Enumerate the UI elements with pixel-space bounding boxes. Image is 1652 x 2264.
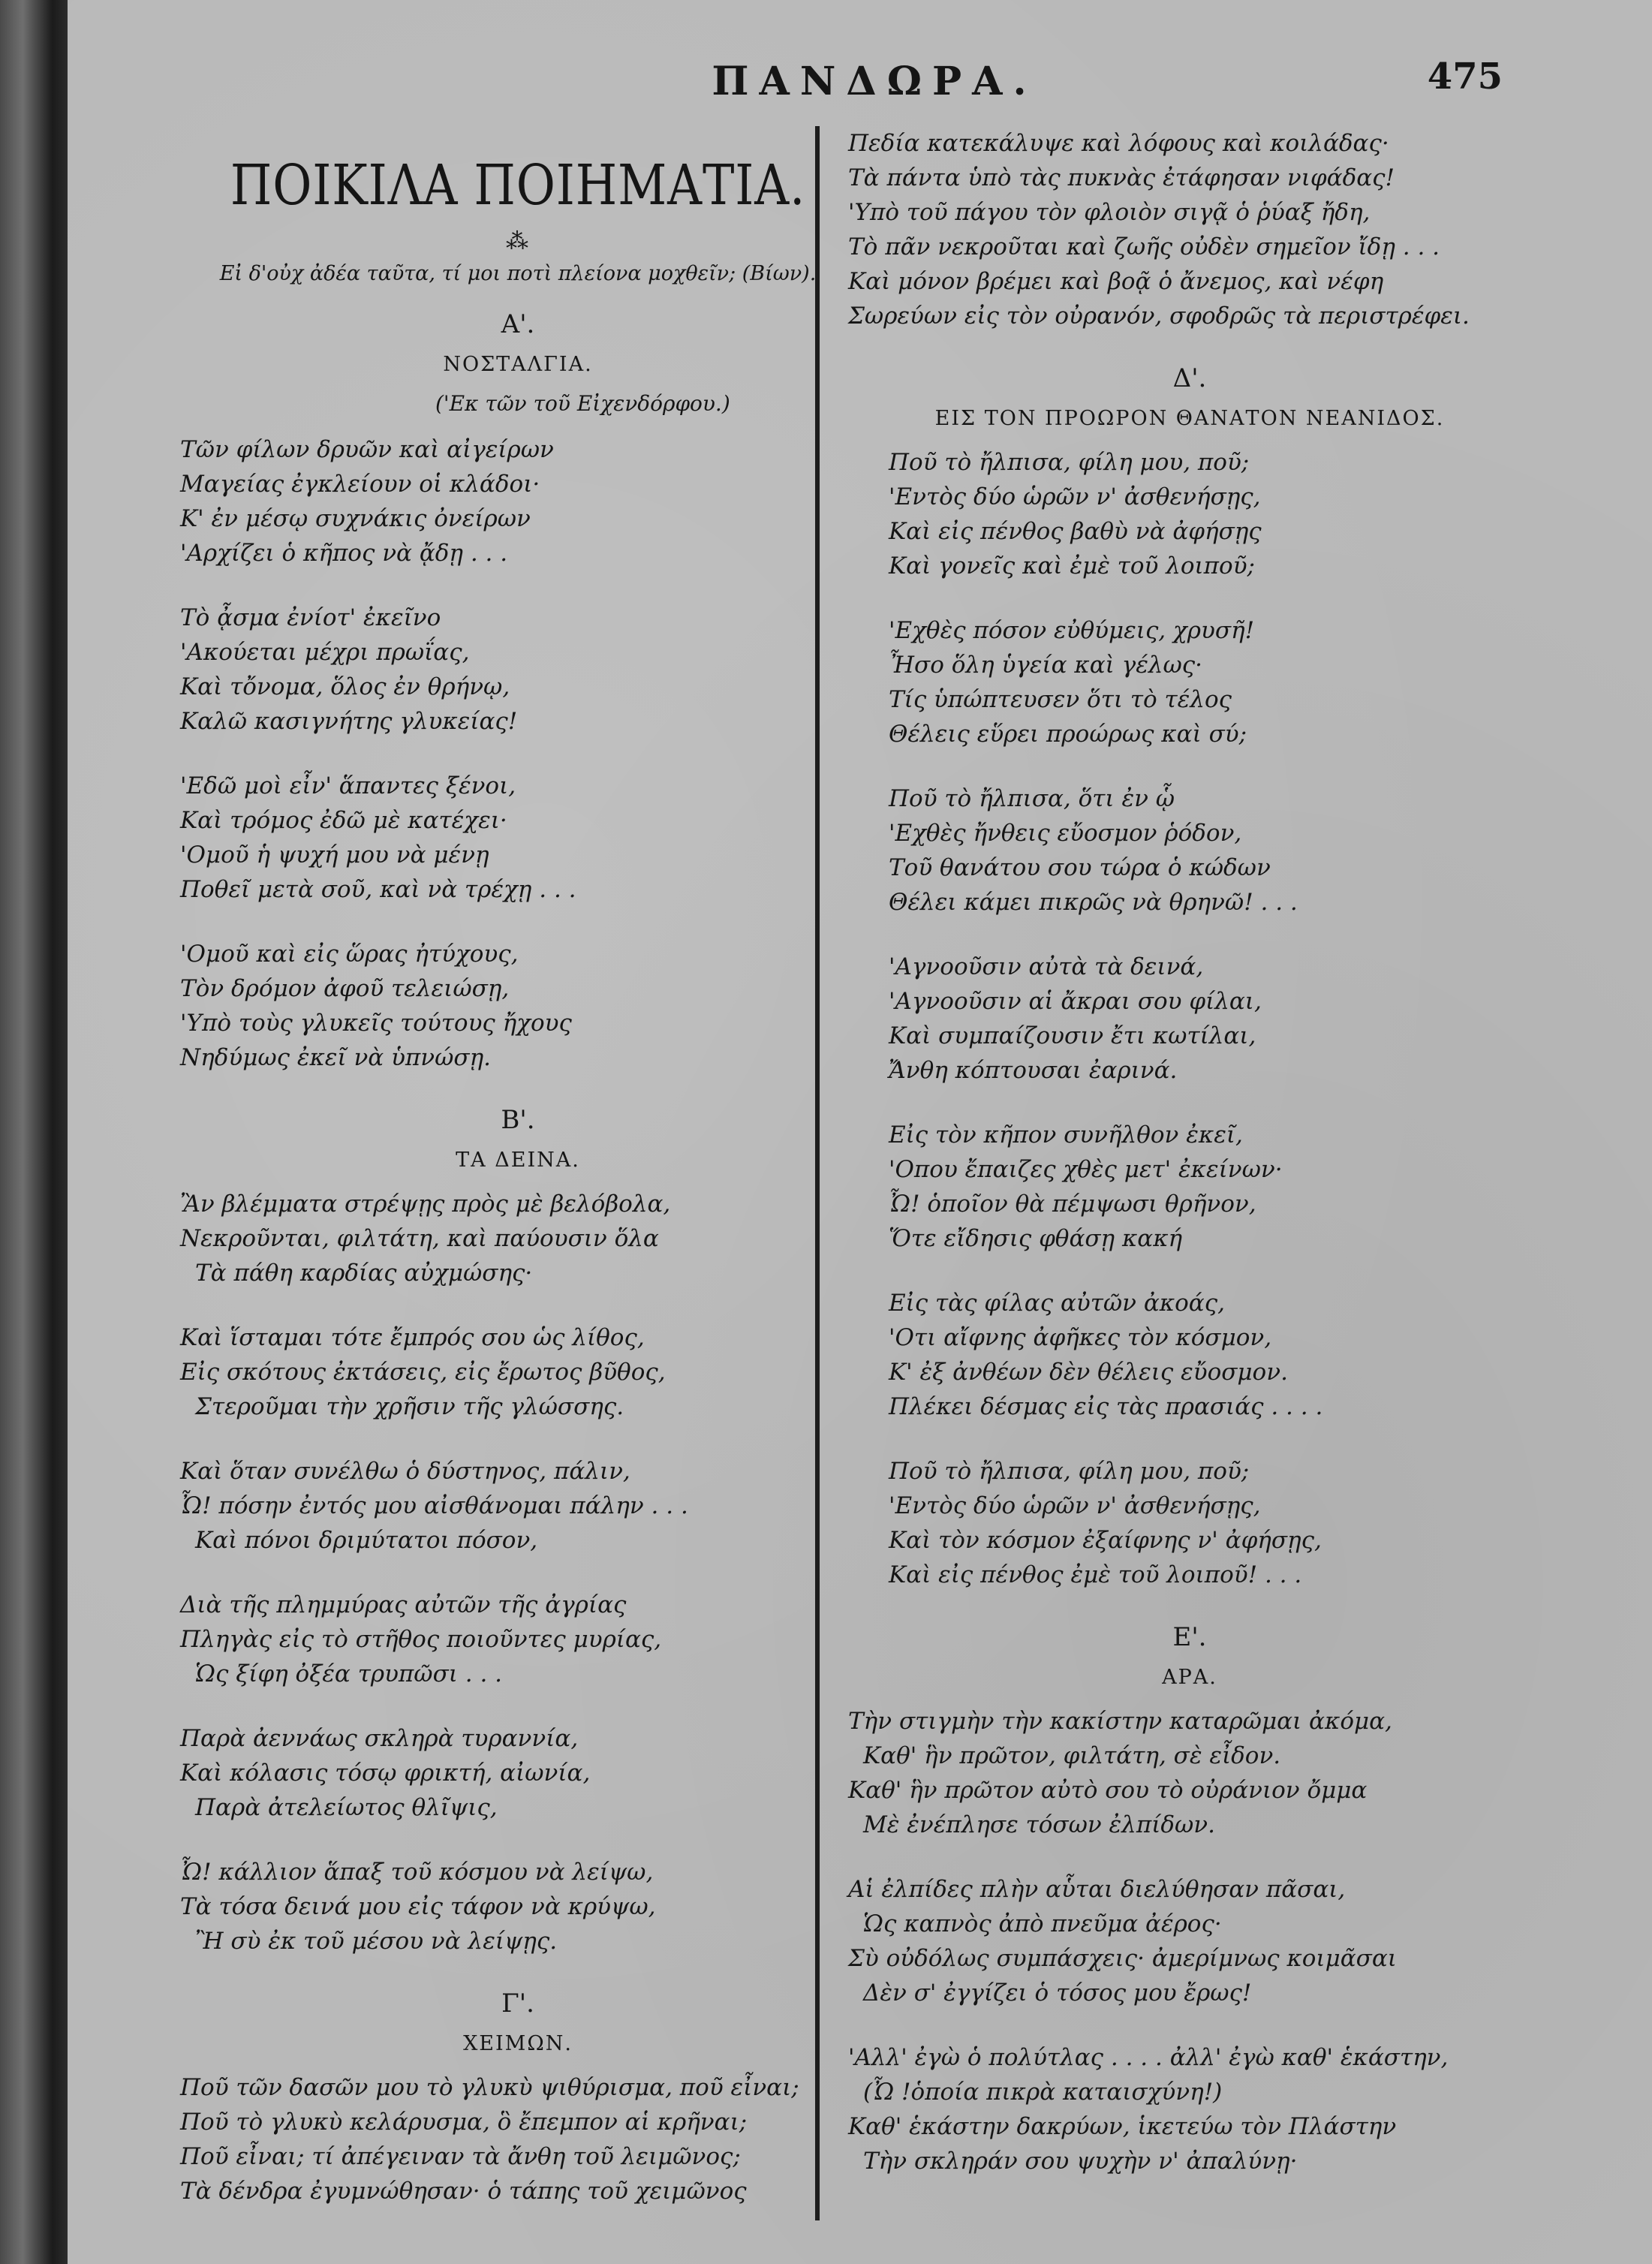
verse-line: Τοῦ θανάτου σου τώρα ὁ κώδων: [889, 854, 1271, 881]
verse-line: 'Οτι αἴφνης ἀφῆκες τὸν κόσμον,: [889, 1324, 1272, 1351]
stanza: [848, 1872, 1531, 2010]
stanza: [180, 769, 856, 907]
poem-numeral: Ε'.: [1172, 1622, 1207, 1652]
epigraph: Εἰ δ'οὐχ ἀδέα ταῦτα, τί μοι ποτὶ πλείονα μοχθεῖν; (Βίων).: [219, 262, 817, 285]
poem-numeral: Α'.: [501, 309, 535, 339]
verse-line: Παρὰ ἀεννάως σκληρὰ τυραννία,: [180, 1725, 579, 1752]
verse-line: Τὴν σκληράν σου ψυχὴν ν' ἀπαλύνῃ·: [863, 2148, 1298, 2175]
stanza: [848, 613, 1531, 751]
running-title: ΠΑΝΔΩΡΑ.: [712, 59, 1037, 104]
verse-line: Ποῦ εἶναι; τί ἀπέγειναν τὰ ἄνθη τοῦ λειμῶνος;: [180, 2143, 741, 2170]
stanza: [848, 1286, 1531, 1424]
left-column: [180, 120, 856, 2238]
article-title: ΠΟΙΚΙΛΑ ΠΟΙΗΜΑΤΙΑ.: [230, 153, 806, 218]
poem-e: [848, 1622, 1531, 2178]
verse-line: Κ' ἐξ ἀνθέων δὲν θέλεις εὔοσμον.: [889, 1359, 1288, 1386]
verse-line: 'Υπὸ τοὺς γλυκεῖς τούτους ἤχους: [180, 1010, 572, 1037]
poem-title: ΤΑ ΔΕΙΝΑ.: [456, 1149, 580, 1172]
verse-line: 'Αλλ' ἐγὼ ὁ πολύτλας . . . . ἀλλ' ἐγὼ καθ' ἑκάστην,: [848, 2044, 1449, 2071]
verse-line: Μὲ ἐνέπλησε τόσων ἐλπίδων.: [863, 1811, 1215, 1838]
verse-line: Κ' ἐν μέσῳ συχνάκις ὀνείρων: [180, 505, 531, 532]
verse-line: Ποθεῖ μετὰ σοῦ, καὶ νὰ τρέχῃ . . .: [180, 876, 576, 903]
verse-line: Αἱ ἐλπίδες πλὴν αὗται διελύθησαν πᾶσαι,: [848, 1876, 1346, 1903]
stanza: [848, 1454, 1531, 1592]
verse-line: Εἰς σκότους ἐκτάσεις, εἰς ἔρωτος βῦθος,: [180, 1359, 666, 1386]
verse-line: Ὡς ξίφη ὀξέα τρυπῶσι . . .: [195, 1660, 503, 1687]
verse-line: Καὶ τρόμος ἐδῶ μὲ κατέχει·: [180, 807, 507, 834]
book-binding-edge: [0, 0, 68, 2264]
verse-line: Καὶ μόνον βρέμει καὶ βοᾷ ὁ ἄνεμος, καὶ νέφη: [848, 268, 1384, 295]
verse-line: Εἰς τὰς φίλας αὐτῶν ἀκοάς,: [889, 1290, 1225, 1317]
verse-line: Ὡς καπνὸς ἀπὸ πνεῦμα ἀέρος·: [863, 1910, 1222, 1937]
verse-line: Ποῦ τὸ ἤλπισα, ὅτι ἐν ᾧ: [889, 785, 1175, 812]
stanza: [180, 937, 856, 1075]
poem-b: [180, 1105, 856, 1958]
verse-line: Καθ' ἑκάστην δακρύων, ἱκετεύω τὸν Πλάστην: [848, 2113, 1397, 2140]
stanza: [180, 601, 856, 739]
stanza: [848, 1704, 1531, 1842]
stanza: [180, 1187, 856, 1290]
poem-numeral: Β'.: [501, 1105, 535, 1135]
stanza: [180, 1855, 856, 1958]
verse-line: Πληγὰς εἰς τὸ στῆθος ποιοῦντες μυρίας,: [180, 1626, 662, 1653]
poem-numeral: Γ'.: [501, 1989, 534, 2019]
verse-line: 'Οπου ἔπαιζες χθὲς μετ' ἐκείνων·: [889, 1156, 1283, 1183]
verse-line: Τὴν στιγμὴν τὴν κακίστην καταρῶμαι ἀκόμα,: [848, 1708, 1392, 1735]
stanza: [848, 2040, 1531, 2178]
stanza: [848, 445, 1531, 583]
stanza: [180, 1721, 856, 1825]
verse-line: Ὦ! κάλλιον ἅπαξ τοῦ κόσμου νὰ λείψω,: [180, 1859, 654, 1886]
page-header: [68, 56, 1652, 119]
poem-title: ΝΟΣΤΑΛΓΙΑ.: [443, 353, 593, 376]
poem-c: [180, 1989, 856, 2208]
verse-line: Ποῦ τὸ γλυκὺ κελάρυσμα, ὃ ἔπεμπον αἱ κρῆναι;: [180, 2109, 748, 2136]
verse-line: Νεκροῦνται, φιλτάτη, καὶ παύουσιν ὅλα: [180, 1225, 659, 1252]
verse-line: Ποῦ τὸ ἤλπισα, φίλη μου, ποῦ;: [889, 449, 1250, 476]
verse-line: Καὶ κόλασις τόσῳ φρικτή, αἰωνία,: [180, 1760, 591, 1787]
poem-title: ΧΕΙΜΩΝ.: [463, 2032, 573, 2055]
verse-line: 'Ομοῦ ἡ ψυχή μου νὰ μένῃ: [180, 841, 489, 869]
verse-line: Θέλει κάμει πικρῶς νὰ θρηνῶ! . . .: [889, 889, 1298, 916]
stanza: [180, 1588, 856, 1691]
verse-line: Εἰς τὸν κῆπον συνῆλθον ἐκεῖ,: [889, 1121, 1243, 1149]
verse-line: Τῶν φίλων δρυῶν καὶ αἰγείρων: [180, 436, 554, 463]
stanza: [848, 126, 1531, 333]
stanza: [848, 950, 1531, 1088]
stanza: [848, 781, 1531, 920]
stanza: [180, 432, 856, 571]
poem-a: [180, 309, 856, 1075]
verse-line: 'Αρχίζει ὁ κῆπος νὰ ᾄδῃ . . .: [180, 540, 508, 567]
verse-line: Τὰ πάντα ὑπὸ τὰς πυκνὰς ἐτάφησαν νιφάδας!: [848, 164, 1395, 191]
page-number: 475: [1427, 56, 1503, 98]
verse-line: (Ὦ !ὁποία πικρὰ καταισχύνη!): [863, 2079, 1223, 2106]
verse-line: Σωρεύων εἰς τὸν οὐρανόν, σφοδρῶς τὰ περιστρέφει.: [848, 303, 1470, 330]
verse-line: 'Εδῶ μοὶ εἶν' ἅπαντες ξένοι,: [180, 772, 516, 799]
verse-line: 'Αγνοοῦσιν αἱ ἄκραι σου φίλαι,: [889, 988, 1262, 1015]
verse-line: 'Εχθὲς πόσον εὐθύμεις, χρυσῆ!: [889, 617, 1255, 644]
verse-line: Καλῶ κασιγνήτης γλυκείας!: [180, 708, 518, 735]
verse-line: Καὶ ὅταν συνέλθω ὁ δύστηνος, πάλιν,: [180, 1458, 630, 1485]
poem-d: [848, 363, 1531, 1592]
verse-line: Ποῦ τῶν δασῶν μου τὸ γλυκὺ ψιθύρισμα, ποῦ εἶναι;: [180, 2074, 799, 2101]
verse-line: Ποῦ τὸ ἤλπισα, φίλη μου, ποῦ;: [889, 1458, 1250, 1485]
verse-line: Καὶ εἰς πένθος ἐμὲ τοῦ λοιποῦ! . . .: [889, 1561, 1302, 1588]
right-column: [848, 126, 1531, 2208]
stanza: [180, 1320, 856, 1424]
book-page: [68, 0, 1652, 2264]
poem-attribution: ('Εκ τῶν τοῦ Εἰχενδόρφου.): [435, 391, 730, 416]
verse-line: Θέλεις εὕρει προώρως καὶ σύ;: [889, 721, 1247, 748]
verse-line: 'Αγνοοῦσιν αὐτὰ τὰ δεινά,: [889, 953, 1204, 980]
verse-line: Τὸ πᾶν νεκροῦται καὶ ζωῆς οὐδὲν σημεῖον ἴδῃ . . .: [848, 233, 1440, 260]
verse-line: 'Ακούεται μέχρι πρωΐας,: [180, 639, 470, 666]
verse-line: Ἢ σὺ ἐκ τοῦ μέσου νὰ λείψῃς.: [195, 1928, 558, 1955]
verse-line: Καὶ τὸν κόσμον ἐξαίφνης ν' ἀφήσῃς,: [889, 1527, 1322, 1554]
verse-line: Μαγείας ἐγκλείουν οἱ κλάδοι·: [180, 471, 540, 498]
verse-line: Καθ' ἣν πρῶτον, φιλτάτη, σὲ εἶδον.: [863, 1742, 1281, 1769]
verse-line: Πλέκει δέσμας εἰς τὰς πρασιάς . . . .: [889, 1393, 1323, 1420]
verse-line: Τὸ ᾆσμα ἐνίοτ' ἐκεῖνο: [180, 604, 441, 631]
verse-line: Πεδία κατεκάλυψε καὶ λόφους καὶ κοιλάδας·: [848, 130, 1389, 157]
verse-line: Στεροῦμαι τὴν χρῆσιν τῆς γλώσσης.: [195, 1393, 624, 1420]
verse-line: Διὰ τῆς πλημμύρας αὐτῶν τῆς ἀγρίας: [180, 1591, 627, 1618]
verse-line: Τὰ τόσα δεινά μου εἰς τάφον νὰ κρύψω,: [180, 1893, 656, 1920]
verse-line: Ὅτε εἴδησις φθάσῃ κακή: [889, 1225, 1183, 1252]
verse-line: 'Εντὸς δύο ὡρῶν ν' ἀσθενήσῃς,: [889, 1492, 1261, 1519]
stanza: [180, 1454, 856, 1558]
poem-title: ΑΡΑ.: [1162, 1666, 1217, 1689]
verse-line: 'Υπὸ τοῦ πάγου τὸν φλοιὸν σιγᾷ ὁ ῥύαξ ἤδη,: [848, 199, 1371, 226]
verse-line: 'Εχθὲς ἤνθεις εὔοσμον ῥόδον,: [889, 820, 1242, 847]
verse-line: Καὶ συμπαίζουσιν ἔτι κωτίλαι,: [889, 1022, 1256, 1049]
verse-line: Καθ' ἣν πρῶτον αὐτὸ σου τὸ οὐράνιον ὄμμα: [848, 1777, 1368, 1804]
verse-line: 'Εντὸς δύο ὡρῶν ν' ἀσθενήσῃς,: [889, 483, 1261, 510]
verse-line: Ὦ! πόσην ἐντός μου αἰσθάνομαι πάλην . . .: [180, 1492, 688, 1519]
verse-line: Τίς ὑπώπτευσεν ὅτι τὸ τέλος: [889, 686, 1232, 713]
verse-line: Σὺ οὐδόλως συμπάσχεις· ἀμερίμνως κοιμᾶσαι: [848, 1945, 1397, 1972]
stanza: [180, 2070, 856, 2208]
verse-line: Ἂν βλέμματα στρέψῃς πρὸς μὲ βελόβολα,: [180, 1191, 671, 1218]
poem-numeral: Δ'.: [1172, 363, 1207, 393]
verse-line: Νηδύμως ἐκεῖ νὰ ὑπνώσῃ.: [180, 1044, 492, 1071]
verse-line: Καὶ εἰς πένθος βαθὺ νὰ ἀφήσῃς: [889, 518, 1262, 545]
verse-line: Τὰ πάθη καρδίας αὐχμώσης·: [195, 1260, 533, 1287]
verse-line: Καὶ τὄνομα, ὅλος ἐν θρήνῳ,: [180, 673, 510, 700]
ornament-icon: ⁂: [506, 228, 530, 254]
poem-title: ΕΙΣ ΤΟΝ ΠΡΟΩΡΟΝ ΘΑΝΑΤΟΝ ΝΕΑΝΙΔΟΣ.: [934, 407, 1445, 430]
verse-line: Παρὰ ἀτελείωτος θλῖψις,: [195, 1794, 498, 1821]
verse-line: Ὦ! ὁποῖον θὰ πέμψωσι θρῆνον,: [889, 1191, 1256, 1218]
verse-line: 'Ομοῦ καὶ εἰς ὥρας ἠτύχους,: [180, 941, 519, 968]
stanza: [848, 1118, 1531, 1256]
verse-line: Τὰ δένδρα ἐγυμνώθησαν· ὁ τάπης τοῦ χειμῶνος: [180, 2178, 747, 2205]
verse-line: Καὶ γονεῖς καὶ ἐμὲ τοῦ λοιποῦ;: [889, 552, 1255, 580]
verse-line: Δὲν σ' ἐγγίζει ὁ τόσος μου ἔρως!: [863, 1979, 1252, 2007]
verse-line: Καὶ πόνοι δριμύτατοι πόσον,: [195, 1527, 538, 1554]
verse-line: Ἄνθη κόπτουσαι ἐαρινά.: [889, 1057, 1178, 1084]
verse-line: Ἦσο ὅλη ὑγεία καὶ γέλως·: [889, 652, 1202, 679]
verse-line: Καὶ ἵσταμαι τότε ἔμπρός σου ὡς λίθος,: [180, 1324, 645, 1351]
verse-line: Τὸν δρόμον ἀφοῦ τελειώσῃ,: [180, 975, 510, 1002]
